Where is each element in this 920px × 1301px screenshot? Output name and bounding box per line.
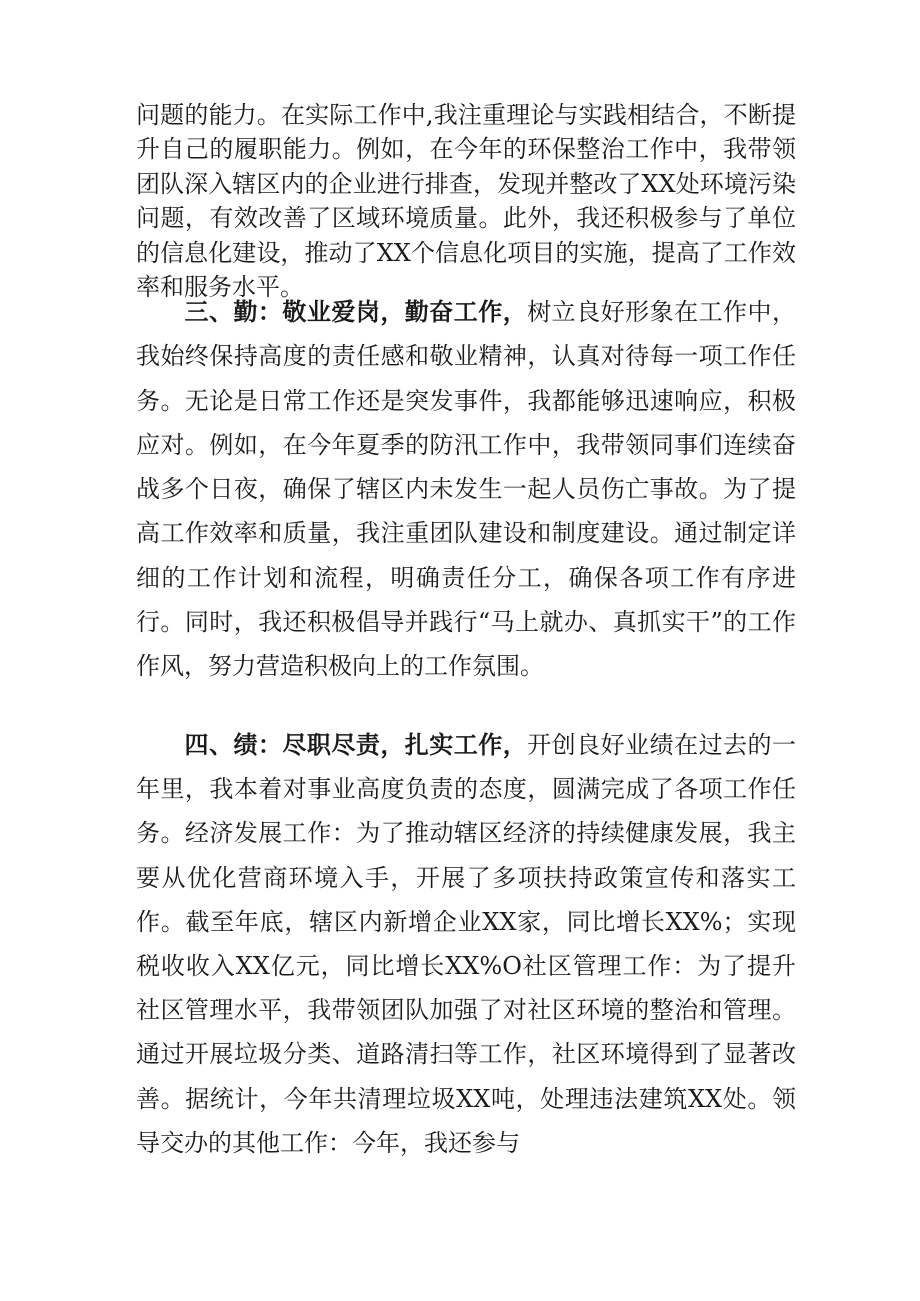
- section-four-paragraph: [136, 723, 796, 1165]
- section-three-text: 树立良好形象在工作中，我始终保持高度的责任感和敬业精神，认真对待每一项工作任务。无论是日常工作还是突发事件，我都能够迅速响应，积极应对。例如，在今年夏季的防汛工作中，我带领同事们连续奋战多个日夜，确保了辖区内未发生一起人员伤亡事故。为了提高工作效率和质量，我注重团队建设和制度建设。通过制定详细的工作计划和流程，明确责任分工，确保各项工作有序进行。同时，我还积极倡导并践行“马上就办、真抓实干”的工作作风，努力营造积极向上的工作氛围。: [136, 298, 797, 681]
- paragraph-continuation: [136, 98, 796, 304]
- paragraph-text: 问题的能力。在实际工作中,我注重理论与实践相结合，不断提升自己的履职能力。例如，在今年的环保整治工作中，我带领团队深入辖区内的企业进行排查，发现并整改了XX处环境污染问题，有效改善了区域环境质量。此外，我还积极参与了单位的信息化建设，推动了XX个信息化项目的实施，提高了工作效率和服务水平。: [136, 101, 796, 302]
- section-four-heading: 四、绩：尽职尽责，扎实工作，: [184, 730, 528, 759]
- section-four-text: 开创良好业绩在过去的一年里，我本着对事业高度负责的态度，圆满完成了各项工作任务。经济发展工作：为了推动辖区经济的持续健康发展，我主要从优化营商环境入手，开展了多项扶持政策宣传和落实工作。截至年底，辖区内新增企业XX家，同比增长XX%；实现税收收入XX亿元，同比增长XX%O社区管理工作：为了提升社区管理水平，我带领团队加强了对社区环境的整治和管理。通过开展垃圾分类、道路清扫等工作，社区环境得到了显著改善。据统计，今年共清理垃圾XX吨，处理违法建筑XX处。领导交办的其他工作：今年，我还参与: [136, 731, 797, 1157]
- section-three-heading: 三、勤：敬业爱岗，勤奋工作，: [184, 297, 528, 326]
- section-three-paragraph: [136, 290, 796, 689]
